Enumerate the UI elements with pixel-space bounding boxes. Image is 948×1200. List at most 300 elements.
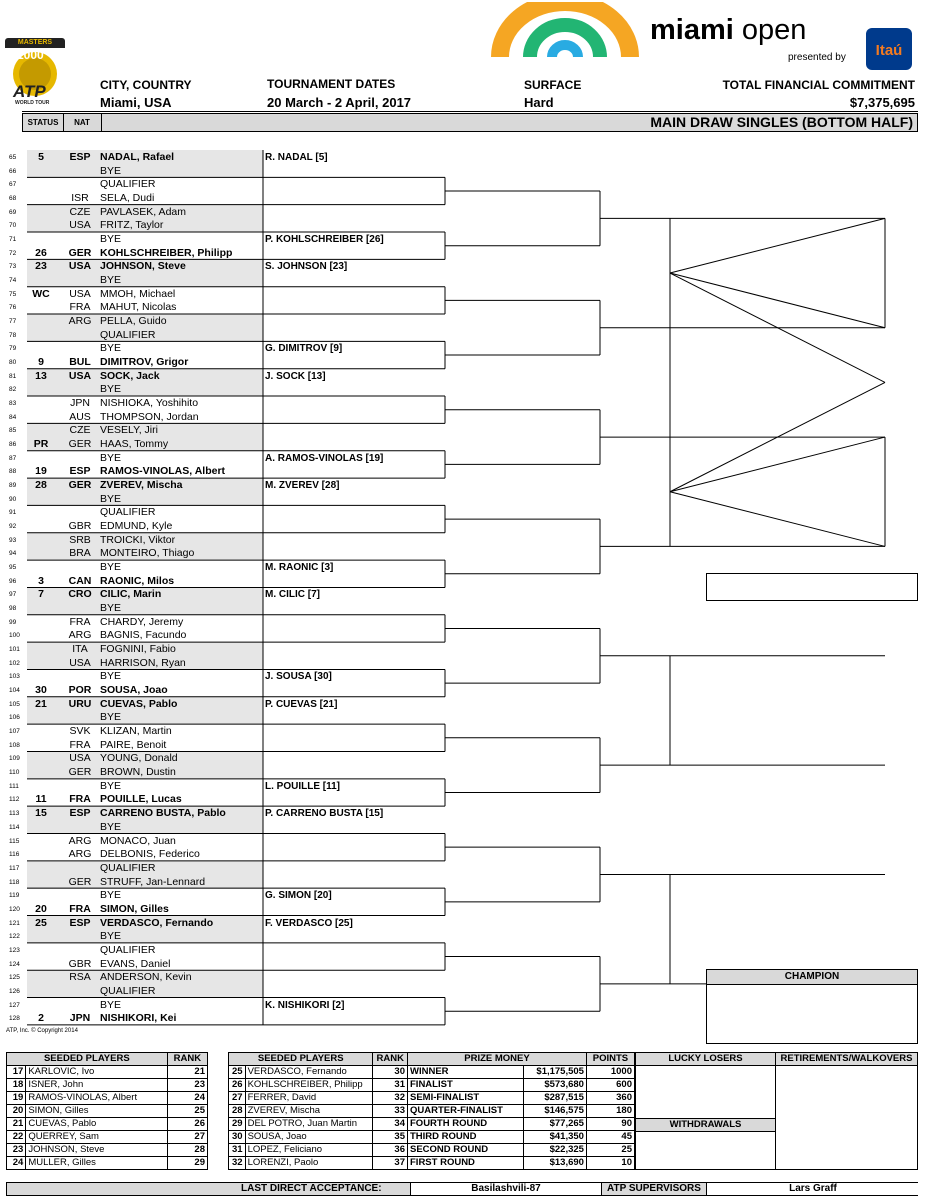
dates-label: TOURNAMENT DATES xyxy=(267,77,396,91)
nationality: ESP xyxy=(69,465,91,478)
seed-player: SOUSA, Joao xyxy=(245,1131,373,1144)
seed-player: MULLER, Gilles xyxy=(26,1157,167,1170)
seed-rank: 24 xyxy=(167,1092,207,1105)
seed-player: QUERREY, Sam xyxy=(26,1131,167,1144)
seed-player: SIMON, Gilles xyxy=(26,1105,167,1118)
masters-label: MASTERS xyxy=(5,38,65,48)
seed-status: 9 xyxy=(38,356,44,369)
nationality: AUS xyxy=(69,410,91,423)
draw-position: 77 xyxy=(9,318,17,326)
prize-row xyxy=(408,1144,635,1157)
draw-position: 76 xyxy=(9,304,17,312)
seed-rank: 26 xyxy=(167,1118,207,1131)
player-name: BYE xyxy=(100,670,122,683)
seed-row xyxy=(229,1079,408,1092)
seed-number: 25 xyxy=(229,1066,246,1079)
draw-position: 121 xyxy=(9,919,20,927)
prize-points: 360 xyxy=(586,1092,634,1105)
seed-row xyxy=(229,1105,408,1118)
draw-position: 82 xyxy=(9,386,17,394)
nationality: RSA xyxy=(69,971,91,984)
seed-rank: 23 xyxy=(167,1079,207,1092)
prize-round: QUARTER-FINALIST xyxy=(408,1105,524,1118)
draw-position: 105 xyxy=(9,700,20,708)
draw-position: 88 xyxy=(9,468,17,476)
player-name: PELLA, Guido xyxy=(100,315,167,328)
seed-row xyxy=(7,1066,208,1079)
player-name: EDMUND, Kyle xyxy=(100,520,173,533)
player-name: TROICKI, Viktor xyxy=(100,533,176,546)
surface-value: Hard xyxy=(524,95,554,110)
second-round-player: K. NISHIKORI [2] xyxy=(265,999,345,1011)
player-name: RAONIC, Milos xyxy=(100,574,175,587)
player-name: QUALIFIER xyxy=(100,328,156,341)
prize-row xyxy=(408,1079,635,1092)
points-header: POINTS xyxy=(586,1053,634,1066)
seed-status: 25 xyxy=(35,916,47,929)
second-round-player: J. SOUSA [30] xyxy=(265,671,332,683)
draw-position: 69 xyxy=(9,208,17,216)
prize-row xyxy=(408,1131,635,1144)
draw-position: 66 xyxy=(9,167,17,175)
prize-row xyxy=(408,1066,635,1079)
draw-position: 96 xyxy=(9,577,17,585)
second-round-player: J. SOCK [13] xyxy=(265,370,326,382)
atp-wordmark: ATP xyxy=(13,82,46,101)
player-name: BYE xyxy=(100,711,122,724)
seed-number: 29 xyxy=(229,1118,246,1131)
draw-position: 98 xyxy=(9,605,17,613)
draw-position: 95 xyxy=(9,564,17,572)
draw-position: 83 xyxy=(9,400,17,408)
final-winner-box xyxy=(706,573,918,601)
seed-number: 26 xyxy=(229,1079,246,1092)
seeded-header: SEEDED PLAYERS xyxy=(7,1053,168,1066)
seed-row xyxy=(7,1131,208,1144)
draw-position: 97 xyxy=(9,591,17,599)
prize-row xyxy=(408,1157,635,1170)
prize-money: $22,325 xyxy=(524,1144,587,1157)
nationality: SRB xyxy=(69,533,91,546)
second-round-player: S. JOHNSON [23] xyxy=(265,261,348,273)
player-name: BYE xyxy=(100,383,122,396)
bracket-line xyxy=(670,437,885,492)
nationality: BUL xyxy=(69,356,91,369)
player-name: ZVEREV, Mischa xyxy=(100,479,183,492)
player-name: MONTEIRO, Thiago xyxy=(100,547,195,560)
player-name: SELA, Dudi xyxy=(100,192,155,204)
prize-money: $13,690 xyxy=(524,1157,587,1170)
nationality: ESP xyxy=(69,807,91,820)
prize-round: WINNER xyxy=(408,1066,524,1079)
player-name: BYE xyxy=(100,451,122,464)
seed-player: DEL POTRO, Juan Martin xyxy=(245,1118,373,1131)
draw-position: 103 xyxy=(9,673,20,681)
draw-position: 93 xyxy=(9,536,17,544)
seed-status: 23 xyxy=(35,260,47,273)
player-name: MONACO, Juan xyxy=(100,834,176,847)
seed-row xyxy=(229,1144,408,1157)
nationality: GBR xyxy=(68,957,92,970)
nationality: JPN xyxy=(69,1012,91,1025)
seed-row xyxy=(229,1092,408,1105)
player-name: EVANS, Daniel xyxy=(100,957,171,970)
prize-row xyxy=(408,1092,635,1105)
player-name: BYE xyxy=(100,930,122,943)
draw-position: 125 xyxy=(9,974,20,982)
player-name: QUALIFIER xyxy=(100,943,156,956)
player-name: BYE xyxy=(100,274,122,287)
draw-position: 127 xyxy=(9,1001,20,1009)
second-round-player: R. NADAL [5] xyxy=(265,152,328,163)
player-name: POUILLE, Lucas xyxy=(100,793,182,806)
retirements-box xyxy=(775,1052,918,1170)
lucky-losers-label: LUCKY LOSERS xyxy=(636,1053,775,1066)
prize-points: 1000 xyxy=(586,1066,634,1079)
seed-row xyxy=(7,1092,208,1105)
player-name: HAAS, Tommy xyxy=(100,438,169,451)
player-name: BYE xyxy=(100,233,122,246)
masters-1000: 1000 xyxy=(17,48,44,62)
seed-rank: 28 xyxy=(167,1144,207,1157)
seed-number: 32 xyxy=(229,1157,246,1170)
seed-row xyxy=(7,1079,208,1092)
draw-position: 117 xyxy=(9,864,20,872)
seed-rank: 36 xyxy=(373,1144,408,1157)
prize-round: FOURTH ROUND xyxy=(408,1118,524,1131)
player-name: NADAL, Rafael xyxy=(100,151,175,163)
seed-row xyxy=(7,1105,208,1118)
draw-position: 118 xyxy=(9,878,20,886)
draw-position: 65 xyxy=(9,154,17,161)
draw-position: 106 xyxy=(9,714,20,722)
prize-money: $146,575 xyxy=(524,1105,587,1118)
prize-money: $287,515 xyxy=(524,1092,587,1105)
draw-position: 75 xyxy=(9,290,17,298)
draw-position: 104 xyxy=(9,687,20,695)
seed-rank: 31 xyxy=(373,1079,408,1092)
player-name: BAGNIS, Facundo xyxy=(100,629,187,642)
player-name: NISHIOKA, Yoshihito xyxy=(100,397,199,410)
prize-points: 45 xyxy=(586,1131,634,1144)
draw-position: 92 xyxy=(9,523,17,531)
presented-by: presented by xyxy=(788,52,846,63)
draw-position: 115 xyxy=(9,837,20,845)
prize-round: FINALIST xyxy=(408,1079,524,1092)
draw-position: 128 xyxy=(9,1015,20,1023)
seed-status: 5 xyxy=(38,151,44,163)
prize-points: 90 xyxy=(586,1118,634,1131)
nationality: ARG xyxy=(68,848,92,861)
retirements-label: RETIREMENTS/WALKOVERS xyxy=(776,1053,917,1066)
player-name: BYE xyxy=(100,889,122,902)
draw-position: 80 xyxy=(9,359,17,367)
seed-status: 13 xyxy=(35,369,47,382)
seed-status: 28 xyxy=(35,479,47,492)
champion-label: CHAMPION xyxy=(707,970,917,985)
player-name: KLIZAN, Martin xyxy=(100,725,172,738)
seed-player: RAMOS-VINOLAS, Albert xyxy=(26,1092,167,1105)
seed-rank: 30 xyxy=(373,1066,408,1079)
seed-number: 19 xyxy=(7,1092,26,1105)
player-name: FOGNINI, Fabio xyxy=(100,643,176,656)
nationality: ISR xyxy=(71,192,89,204)
seed-status: 15 xyxy=(35,807,47,820)
nationality: USA xyxy=(69,219,91,232)
nationality: ESP xyxy=(69,916,91,929)
player-name: CHARDY, Jeremy xyxy=(100,615,184,628)
prize-header: PRIZE MONEY xyxy=(408,1053,587,1066)
commitment-value: $7,375,695 xyxy=(849,95,915,110)
nationality: FRA xyxy=(69,301,91,314)
seed-rank: 37 xyxy=(373,1157,408,1170)
bracket-line xyxy=(670,492,885,547)
player-name: FRITZ, Taylor xyxy=(100,219,164,232)
seed-status: 30 xyxy=(35,684,47,697)
draw-position: 119 xyxy=(9,892,20,900)
prize-money: $41,350 xyxy=(524,1131,587,1144)
player-name: KOHLSCHREIBER, Philipp xyxy=(100,246,233,259)
draw-position: 79 xyxy=(9,345,17,353)
draw-position: 89 xyxy=(9,482,17,490)
nationality: FRA xyxy=(69,738,91,751)
seed-player: LOPEZ, Feliciano xyxy=(245,1144,373,1157)
nationality: GER xyxy=(68,246,92,259)
player-name: CUEVAS, Pablo xyxy=(100,697,178,710)
seed-player: FERRER, David xyxy=(245,1092,373,1105)
nationality: USA xyxy=(69,656,91,669)
city-value: Miami, USA xyxy=(100,95,172,110)
second-round-player: L. POUILLE [11] xyxy=(265,780,341,792)
seed-status: 21 xyxy=(35,697,47,710)
seeded-table-right xyxy=(228,1052,408,1170)
seed-player: ZVEREV, Mischa xyxy=(245,1105,373,1118)
second-round-player: G. DIMITROV [9] xyxy=(265,343,343,355)
draw-position: 85 xyxy=(9,427,17,435)
prize-points: 25 xyxy=(586,1144,634,1157)
world-tour-label: WORLD TOUR xyxy=(15,100,50,106)
seeded-table-left xyxy=(6,1052,208,1170)
seed-status: WC xyxy=(32,287,50,300)
nationality: FRA xyxy=(69,615,91,628)
player-name: BYE xyxy=(100,779,122,792)
draw-position: 123 xyxy=(9,946,20,954)
draw-position: 78 xyxy=(9,331,17,339)
seed-row xyxy=(229,1157,408,1170)
draw-position: 94 xyxy=(9,550,17,558)
draw-position: 87 xyxy=(9,454,17,462)
draw-position: 68 xyxy=(9,195,17,202)
draw-title: MAIN DRAW SINGLES (BOTTOM HALF) xyxy=(650,114,913,130)
lucky-losers-box xyxy=(635,1052,776,1170)
player-name: HARRISON, Ryan xyxy=(100,656,186,669)
seed-number: 18 xyxy=(7,1079,26,1092)
player-name: BROWN, Dustin xyxy=(100,766,176,779)
player-name: STRUFF, Jan-Lennard xyxy=(100,875,206,888)
nationality: ARG xyxy=(68,834,92,847)
seed-player: KARLOVIC, Ivo xyxy=(26,1066,167,1079)
player-name: CARRENO BUSTA, Pablo xyxy=(100,807,226,820)
player-name: RAMOS-VINOLAS, Albert xyxy=(100,465,226,478)
second-round-player: M. RAONIC [3] xyxy=(265,562,334,574)
seed-number: 21 xyxy=(7,1118,26,1131)
prize-row xyxy=(408,1118,635,1131)
player-name: DIMITROV, Grigor xyxy=(100,356,189,369)
nationality: GER xyxy=(68,875,92,888)
draw-position: 84 xyxy=(9,413,17,421)
nationality: ARG xyxy=(68,315,92,328)
nationality: URU xyxy=(68,697,92,710)
seed-number: 28 xyxy=(229,1105,246,1118)
prize-round: FIRST ROUND xyxy=(408,1157,524,1170)
nat-column: NAT xyxy=(63,114,102,131)
dates-value: 20 March - 2 April, 2017 xyxy=(267,95,412,110)
seed-rank: 27 xyxy=(167,1131,207,1144)
nationality: USA xyxy=(69,287,91,300)
seed-rank: 25 xyxy=(167,1105,207,1118)
nationality: USA xyxy=(69,752,91,765)
prize-points: 600 xyxy=(586,1079,634,1092)
nationality: CRO xyxy=(68,588,92,601)
open-text: open xyxy=(741,14,807,46)
seed-status: PR xyxy=(33,438,49,451)
seed-status: 3 xyxy=(38,574,44,587)
nationality: JPN xyxy=(70,397,90,410)
bracket-line xyxy=(670,273,885,328)
rank-header: RANK xyxy=(167,1053,207,1066)
player-name: QUALIFIER xyxy=(100,984,156,997)
seed-row xyxy=(7,1144,208,1157)
draw-position: 74 xyxy=(9,277,17,285)
seed-player: VERDASCO, Fernando xyxy=(245,1066,373,1079)
second-round-player: A. RAMOS-VINOLAS [19] xyxy=(265,452,384,464)
seed-player: JOHNSON, Steve xyxy=(26,1144,167,1157)
player-name: JOHNSON, Steve xyxy=(100,260,186,273)
seed-number: 23 xyxy=(7,1144,26,1157)
draw-position: 67 xyxy=(9,181,17,189)
seed-row xyxy=(7,1157,208,1170)
player-name: SOCK, Jack xyxy=(100,369,160,382)
player-name: QUALIFIER xyxy=(100,861,156,874)
player-name: PAIRE, Benoit xyxy=(100,738,167,751)
seed-rank: 33 xyxy=(373,1105,408,1118)
second-round-player: G. SIMON [20] xyxy=(265,890,332,902)
copyright: ATP, Inc. © Copyright 2014 xyxy=(6,1028,78,1034)
draw-position: 126 xyxy=(9,987,20,995)
nationality: GER xyxy=(68,766,92,779)
prize-row xyxy=(408,1105,635,1118)
withdrawals-label: WITHDRAWALS xyxy=(636,1118,775,1132)
city-label: CITY, COUNTRY xyxy=(100,78,192,92)
draw-position: 110 xyxy=(9,769,20,777)
draw-position: 101 xyxy=(9,646,20,654)
nationality: GBR xyxy=(68,520,92,533)
player-name: YOUNG, Donald xyxy=(100,752,178,765)
seed-rank: 32 xyxy=(373,1092,408,1105)
seed-rank: 21 xyxy=(167,1066,207,1079)
prize-table xyxy=(407,1052,635,1170)
player-name: BYE xyxy=(100,164,122,177)
seed-number: 31 xyxy=(229,1144,246,1157)
seed-number: 17 xyxy=(7,1066,26,1079)
player-name: MMOH, Michael xyxy=(100,287,176,300)
seed-row xyxy=(229,1118,408,1131)
player-name: QUALIFIER xyxy=(100,506,156,519)
nationality: USA xyxy=(68,369,92,382)
draw-position: 107 xyxy=(9,728,20,736)
miami-text: miami xyxy=(650,14,734,46)
draw-position: 114 xyxy=(9,823,20,831)
prize-round: SEMI-FINALIST xyxy=(408,1092,524,1105)
seed-player: KOHLSCHREIBER, Philipp xyxy=(245,1079,373,1092)
player-name: CILIC, Marin xyxy=(100,588,162,601)
draw-position: 81 xyxy=(9,372,17,380)
supervisors-label: ATP SUPERVISORS xyxy=(607,1183,701,1194)
seed-status: 2 xyxy=(38,1012,44,1025)
prize-money: $77,265 xyxy=(524,1118,587,1131)
nationality: SVK xyxy=(69,725,91,738)
seed-status: 19 xyxy=(35,465,47,478)
seed-number: 24 xyxy=(7,1157,26,1170)
nationality: ESP xyxy=(69,151,91,163)
draw-position: 99 xyxy=(9,618,17,626)
player-name: SIMON, Gilles xyxy=(100,902,169,915)
seed-status: 26 xyxy=(35,246,47,259)
player-name: BYE xyxy=(100,492,122,505)
draw-position: 100 xyxy=(9,632,20,640)
nationality: FRA xyxy=(69,902,91,915)
seed-rank: 34 xyxy=(373,1118,408,1131)
player-name: NISHIKORI, Kei xyxy=(100,1012,177,1025)
prize-round: SECOND ROUND xyxy=(408,1144,524,1157)
seed-rank: 29 xyxy=(167,1157,207,1170)
player-name: MAHUT, Nicolas xyxy=(100,301,177,314)
second-round-player: P. CUEVAS [21] xyxy=(265,698,338,710)
nationality: POR xyxy=(68,684,92,697)
player-name: BYE xyxy=(100,998,122,1011)
nationality: CAN xyxy=(68,574,92,587)
seed-status: 7 xyxy=(38,588,44,601)
nationality: BRA xyxy=(69,547,91,560)
seed-number: 27 xyxy=(229,1092,246,1105)
nationality: ARG xyxy=(68,629,92,642)
surface-label: SURFACE xyxy=(524,78,582,92)
prize-points: 10 xyxy=(586,1157,634,1170)
draw-position: 73 xyxy=(9,263,17,271)
seed-rank: 35 xyxy=(373,1131,408,1144)
player-name: VERDASCO, Fernando xyxy=(100,916,214,929)
champion-box xyxy=(706,969,918,1044)
draw-position: 124 xyxy=(9,960,20,968)
seed-row xyxy=(7,1118,208,1131)
seed-row xyxy=(229,1131,408,1144)
seed-player: LORENZI, Paolo xyxy=(245,1157,373,1170)
nationality: USA xyxy=(68,260,92,273)
player-name: THOMPSON, Jordan xyxy=(100,410,199,423)
player-name: PAVLASEK, Adam xyxy=(100,205,186,218)
draw-position: 72 xyxy=(9,249,17,257)
footer-bar xyxy=(6,1182,918,1196)
player-name: VESELY, Jiri xyxy=(100,424,158,437)
draw-position: 116 xyxy=(9,851,20,859)
seeded-header: SEEDED PLAYERS xyxy=(229,1053,373,1066)
draw-position: 122 xyxy=(9,933,20,941)
draw-position: 113 xyxy=(9,810,20,818)
nationality: GER xyxy=(68,479,92,492)
seed-status: 20 xyxy=(35,902,47,915)
player-name: QUALIFIER xyxy=(100,178,156,191)
draw-position: 71 xyxy=(9,236,17,244)
